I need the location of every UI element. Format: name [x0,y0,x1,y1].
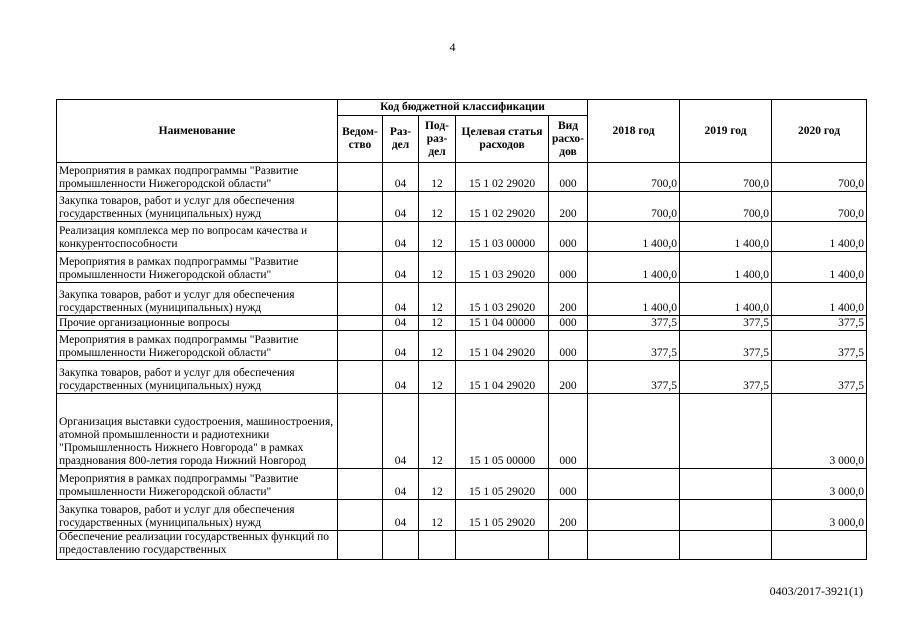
row-2018 [588,531,680,560]
row-tselevaya: 15 1 02 29020 [456,163,549,192]
table-row [57,500,867,531]
row-vid: 000 [549,316,588,331]
row-podrazdel: 12 [419,222,456,252]
row-2018: 700,0 [588,192,680,222]
row-name: Мероприятия в рамках подпрограммы "Развитие промышленности Нижегородской области" [57,331,338,361]
row-tselevaya [456,531,549,560]
row-2020: 3 000,0 [772,500,867,531]
header-name: Наименование [57,100,338,163]
table-row [57,192,867,222]
row-name: Закупка товаров, работ и услуг для обеспечения государственных (муниципальных) нужд [57,361,338,394]
row-2019: 1 400,0 [680,222,772,252]
row-vedomstvo [338,163,383,192]
row-2019: 1 400,0 [680,252,772,283]
row-vid: 000 [549,222,588,252]
row-vid: 200 [549,192,588,222]
row-razdel: 04 [383,394,419,469]
row-tselevaya: 15 1 05 29020 [456,469,549,500]
row-podrazdel: 12 [419,252,456,283]
row-2019: 700,0 [680,192,772,222]
row-vedomstvo [338,252,383,283]
row-razdel: 04 [383,283,419,316]
row-razdel: 04 [383,222,419,252]
row-name: Обеспечение реализации государственных функций по предоставлению государственных [57,531,338,560]
row-podrazdel: 12 [419,500,456,531]
row-vedomstvo [338,283,383,316]
row-2018 [588,500,680,531]
table-row [57,531,867,560]
row-tselevaya: 15 1 04 00000 [456,316,549,331]
row-vid [549,531,588,560]
table-row [57,361,867,394]
row-name: Реализация комплекса мер по вопросам качества и конкурентоспособности [57,222,338,252]
row-razdel: 04 [383,163,419,192]
row-2019 [680,531,772,560]
row-2019: 700,0 [680,163,772,192]
row-2020: 1 400,0 [772,222,867,252]
row-2020: 700,0 [772,192,867,222]
row-name: Мероприятия в рамках подпрограммы "Развитие промышленности Нижегородской области" [57,163,338,192]
header-razdel: Раз-дел [383,116,419,163]
row-razdel: 04 [383,192,419,222]
row-2018: 700,0 [588,163,680,192]
header-2018: 2018 год [588,100,680,163]
row-vid: 200 [549,500,588,531]
row-2018: 1 400,0 [588,252,680,283]
row-podrazdel: 12 [419,163,456,192]
row-tselevaya: 15 1 04 29020 [456,331,549,361]
row-2019: 377,5 [680,361,772,394]
row-vedomstvo [338,316,383,331]
row-2020: 1 400,0 [772,252,867,283]
budget-table [56,99,867,560]
header-vid: Вид расхо-дов [549,116,588,163]
row-razdel: 04 [383,469,419,500]
row-2018: 1 400,0 [588,222,680,252]
page-number: 4 [449,40,456,54]
row-vid: 000 [549,331,588,361]
row-vedomstvo [338,394,383,469]
header-code-group: Код бюджетной классификации [338,100,588,116]
row-vid: 000 [549,394,588,469]
row-name: Прочие организационные вопросы [57,316,338,331]
row-razdel: 04 [383,316,419,331]
row-2020: 1 400,0 [772,283,867,316]
row-2019: 1 400,0 [680,283,772,316]
table-row [57,252,867,283]
row-podrazdel: 12 [419,394,456,469]
table-row [57,222,867,252]
header-tselevaya: Целевая статья расходов [456,116,549,163]
row-vid: 000 [549,163,588,192]
row-vedomstvo [338,192,383,222]
table-row [57,469,867,500]
row-2019: 377,5 [680,316,772,331]
row-podrazdel: 12 [419,283,456,316]
row-2019 [680,469,772,500]
row-name: Закупка товаров, работ и услуг для обеспечения государственных (муниципальных) нужд [57,192,338,222]
row-tselevaya: 15 1 02 29020 [456,192,549,222]
row-2018 [588,469,680,500]
row-2020: 3 000,0 [772,394,867,469]
row-razdel: 04 [383,331,419,361]
row-2018: 1 400,0 [588,283,680,316]
row-vedomstvo [338,500,383,531]
row-vid: 200 [549,283,588,316]
table-row [57,283,867,316]
row-podrazdel: 12 [419,469,456,500]
row-2018 [588,394,680,469]
row-tselevaya: 15 1 04 29020 [456,361,549,394]
row-tselevaya: 15 1 03 29020 [456,283,549,316]
row-podrazdel: 12 [419,192,456,222]
row-vid: 000 [549,252,588,283]
row-razdel: 04 [383,500,419,531]
row-2020: 377,5 [772,316,867,331]
row-name: Мероприятия в рамках подпрограммы "Развитие промышленности Нижегородской области" [57,252,338,283]
row-tselevaya: 15 1 03 00000 [456,222,549,252]
table-row [57,316,867,331]
row-razdel: 04 [383,252,419,283]
row-2020: 700,0 [772,163,867,192]
row-2020: 377,5 [772,361,867,394]
header-vedomstvo: Ведом-ство [338,116,383,163]
row-2019: 377,5 [680,331,772,361]
row-2018: 377,5 [588,361,680,394]
row-name: Закупка товаров, работ и услуг для обеспечения государственных (муниципальных) нужд [57,283,338,316]
row-name: Закупка товаров, работ и услуг для обеспечения государственных (муниципальных) нужд [57,500,338,531]
row-2020 [772,531,867,560]
table-row [57,163,867,192]
row-tselevaya: 15 1 05 29020 [456,500,549,531]
row-2019 [680,500,772,531]
row-vedomstvo [338,531,383,560]
row-2018: 377,5 [588,331,680,361]
row-vedomstvo [338,469,383,500]
row-tselevaya: 15 1 05 00000 [456,394,549,469]
table-row [57,331,867,361]
header-2020: 2020 год [772,100,867,163]
row-2020: 377,5 [772,331,867,361]
row-vid: 000 [549,469,588,500]
row-podrazdel: 12 [419,361,456,394]
row-name: Мероприятия в рамках подпрограммы "Развитие промышленности Нижегородской области" [57,469,338,500]
row-tselevaya: 15 1 03 29020 [456,252,549,283]
row-vid: 200 [549,361,588,394]
row-podrazdel [419,531,456,560]
row-2019 [680,394,772,469]
row-vedomstvo [338,222,383,252]
row-vedomstvo [338,361,383,394]
header-2019: 2019 год [680,100,772,163]
document-code: 0403/2017-3921(1) [769,584,863,598]
row-razdel [383,531,419,560]
row-2018: 377,5 [588,316,680,331]
header-podrazdel: Под-раз-дел [419,116,456,163]
row-podrazdel: 12 [419,316,456,331]
row-2020: 3 000,0 [772,469,867,500]
row-name: Организация выставки судостроения, машиностроения, атомной промышленности и радиотехники "Промышленность Нижнего Новгорода" в рамках празднования 800-летия города Нижний Новгород [57,394,338,469]
row-razdel: 04 [383,361,419,394]
row-vedomstvo [338,331,383,361]
row-podrazdel: 12 [419,331,456,361]
table-row [57,394,867,469]
